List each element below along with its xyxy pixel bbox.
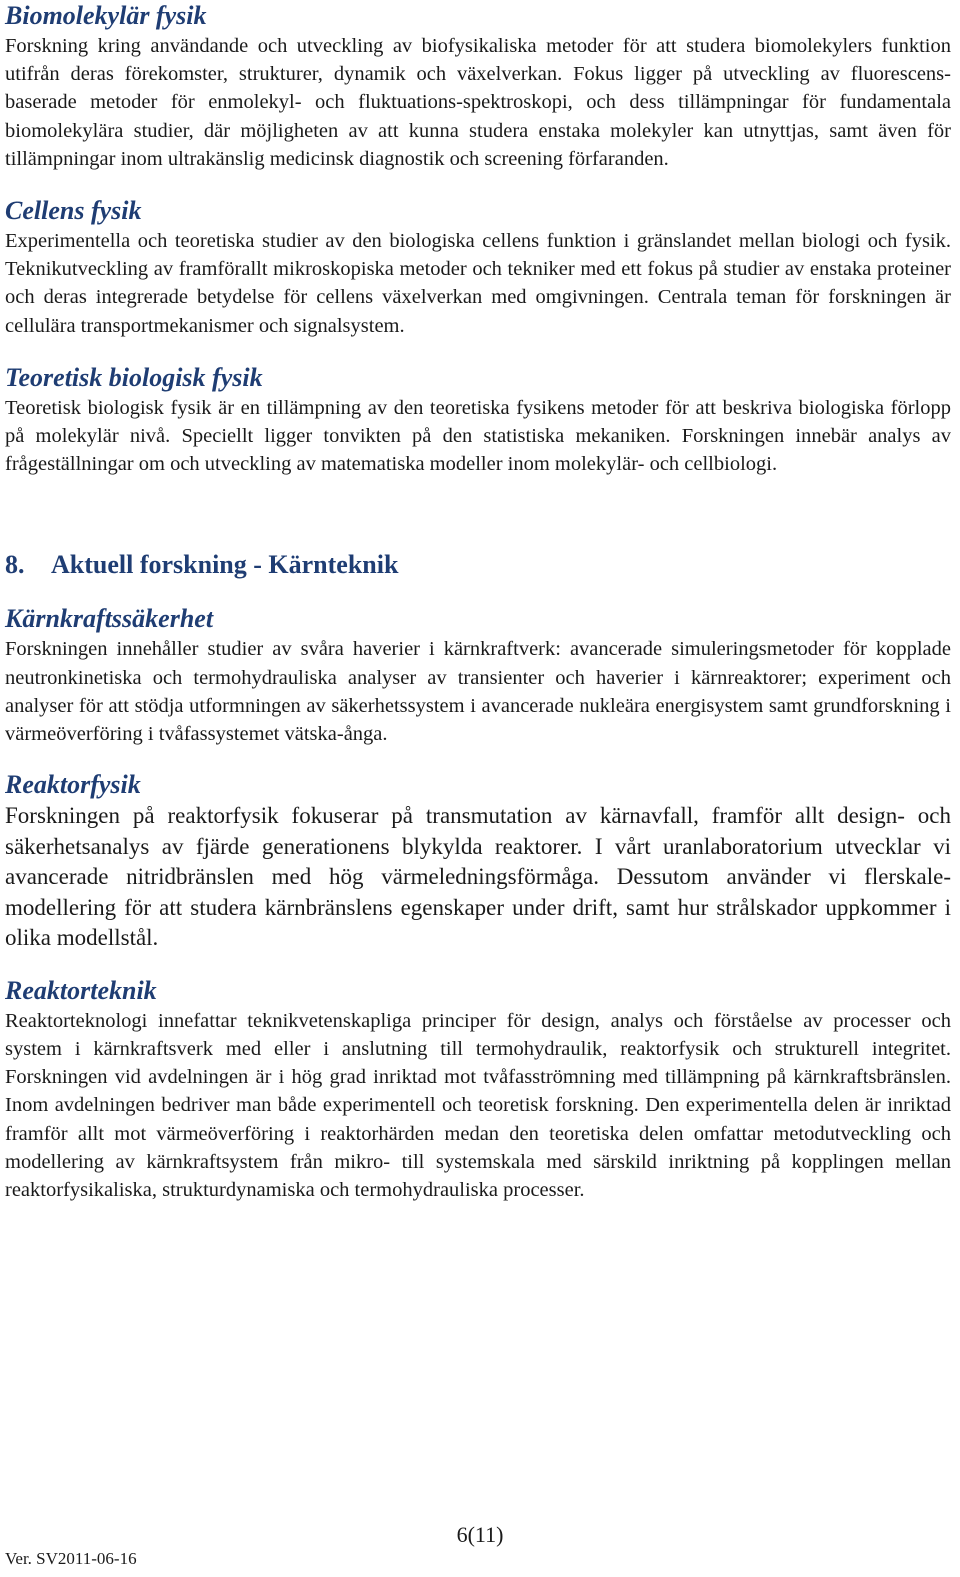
section-heading-teoretisk: Teoretisk biologisk fysik [5,362,263,392]
version-label: Ver. SV2011-06-16 [5,1549,137,1568]
page-number: 6(11) [456,1522,504,1547]
section-text-reaktorteknik: Reaktorteknologi innefattar teknikvetenskapliga principer för design, analys och förståelse av processer och system i kärnkraftsverk med eller i anslutning till termohydraulik, reaktorfysik och strukturell integritet. Forskningen vid avdelningen är i hög grad inriktad mot tvåfasströmning med tillämpning på kärnkraftsbränslen. Inom avdelningen bedriver man både experimentell och teoretisk forskning. Den experimentella delen är inriktad framför allt mot värmeöverföring i reaktorhärden medan den teoretiska delen omfattar metodutveckling och modellering av kärnkraftsystem från mikro- till systemskala med särskild inriktning på kopplingen mellan reaktorfysikaliska, strukturdynamiska och termohydrauliska processer. [5,1009,951,1201]
document-page [5,0,951,1204]
section-text-teoretisk: Teoretisk biologisk fysik är en tillämpning av den teoretiska fysikens metoder för att beskriva biologiska förlopp på molekylär nivå. Speciellt ligger tonvikten på den statistiska mekaniken. Forskningen innebär analys av frågeställningar om och utveckling av matematiska modeller inom molekylär- och cellbiologi. [5,396,951,476]
chapter-title: Aktuell forskning - Kärnteknik [51,550,399,580]
chapter-heading [5,550,951,580]
section-text-biomolekylar: Forskning kring användande och utveckling av biofysikaliska metoder för att studera biomolekylers funktion utifrån deras förekomster, strukturer, dynamik och växelverkan. Fokus ligger på utveckling av fluorescens-baserade metoder för enmolekyl- och fluktuations-spektroskopi, och dess tillämpningar för fundamentala biomolekylära studier, där möjligheten av att kunna studera enstaka molekyler kan utnyttjas, samt även för tillämpningar inom ultrakänslig medicinsk diagnostik och screening förfaranden. [5,35,951,170]
section-text-reaktorfysik: Forskningen på reaktorfysik fokuserar på transmutation av kärnavfall, framför allt design- och säkerhetsanalys av fjärde generationens blykylda reaktorer. I vårt uranlaboratorium utvecklar vi avancerade nitridbränslen med hög värmeledningsförmåga. Dessutom använder vi flerskale-modellering för att studera kärnbränslens egenskaper under drift, samt hur strålskador uppkommer i olika modellstål. [5,803,951,951]
chapter-number: 8. [5,550,25,580]
section-heading-karnkraft: Kärnkraftssäkerhet [5,604,214,634]
section-heading-reaktorfysik: Reaktorfysik [5,770,141,800]
section-text-karnkraft: Forskningen innehåller studier av svåra haverier i kärnkraftverk: avancerade simuleringsmetoder för kopplade neutronkinetiska och termohydrauliska analyser av transienter och haverier i kärnreaktorer; experiment och analyser för att stödja utformningen av säkerhetssystem i avancerade nukleära energisystem samt grundforskning i värmeöverföring i tvåfassystemet vätska-ånga. [5,638,951,746]
section-heading-cellens: Cellens fysik [5,196,142,226]
section-heading-reaktorteknik: Reaktorteknik [5,975,157,1005]
section-heading-biomolekylar: Biomolekylär fysik [5,1,207,30]
section-text-cellens: Experimentella och teoretiska studier av den biologiska cellens funktion i gränslandet mellan biologi och fysik. Teknikutveckling av framförallt mikroskopiska metoder och tekniker med ett fokus på studier av enstaka proteiner och deras integrerade betydelse för cellens växelverkan med omgivningen. Centrala teman för forskningen är cellulära transportmekanismer och signalsystem. [5,230,951,337]
